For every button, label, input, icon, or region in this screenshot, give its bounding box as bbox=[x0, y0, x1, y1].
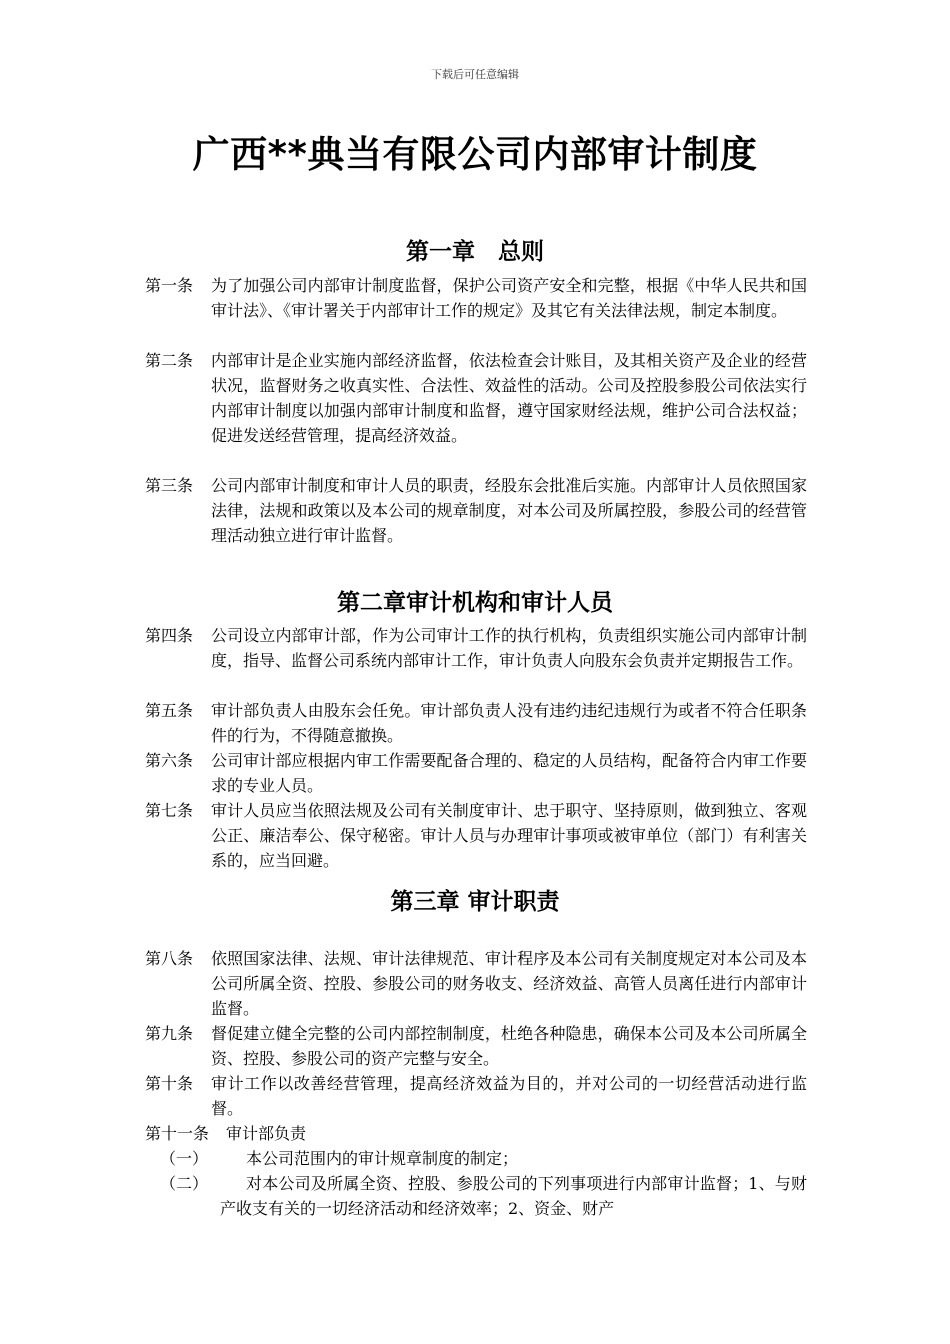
article-7 bbox=[145, 798, 807, 873]
list-item-2 bbox=[160, 1171, 807, 1221]
article-9 bbox=[145, 1021, 807, 1071]
header-note: 下载后可任意编辑 bbox=[431, 68, 519, 81]
article-label: 第三条 bbox=[145, 476, 194, 495]
article-text: 审计部负责 bbox=[226, 1124, 307, 1143]
article-text: 依照国家法律、法规、审计法律规范、审计程序及本公司有关制度规定对本公司及本公司所属全资、控股、参股公司的财务收支、经济效益、高管人员离任进行内部审计监督。 bbox=[211, 949, 807, 1018]
article-label: 第九条 bbox=[145, 1024, 194, 1043]
article-text: 公司审计部应根据内审工作需要配备合理的、稳定的人员结构，配备符合内审工作要求的专业人员。 bbox=[211, 751, 807, 795]
article-3 bbox=[145, 473, 807, 548]
article-label: 第五条 bbox=[145, 701, 194, 720]
article-text: 审计人员应当依照法规及公司有关制度审计、忠于职守、坚持原则，做到独立、客观公正、廉洁奉公、保守秘密。审计人员与办理审计事项或被审单位（部门）有利害关系的，应当回避。 bbox=[211, 801, 807, 870]
article-text: 为了加强公司内部审计制度监督，保护公司资产安全和完整，根据《中华人民共和国审计法》、《审计署关于内部审计工作的规定》及其它有关法律法规，制定本制度。 bbox=[211, 276, 807, 320]
list-item-text: 本公司范围内的审计规章制度的制定； bbox=[246, 1149, 519, 1168]
list-item-1 bbox=[160, 1146, 807, 1171]
article-label: 第四条 bbox=[145, 626, 194, 645]
article-5 bbox=[145, 698, 807, 748]
article-text: 公司内部审计制度和审计人员的职责，经股东会批准后实施。内部审计人员依照国家法律，法规和政策以及本公司的规章制度，对本公司及所属控股，参股公司的经营管理活动独立进行审计监督。 bbox=[211, 476, 807, 545]
article-text: 内部审计是企业实施内部经济监督，依法检查会计账目，及其相关资产及企业的经营状况，监督财务之收真实性、合法性、效益性的活动。公司及控股参股公司依法实行内部审计制度以加强内部审计制度和监督，遵守国家财经法规，维护公司合法权益；促进发送经营管理，提高经济效益。 bbox=[211, 351, 807, 445]
article-label: 第二条 bbox=[145, 351, 194, 370]
article-label: 第六条 bbox=[145, 751, 194, 770]
article-text: 审计部负责人由股东会任免。审计部负责人没有违约违纪违规行为或者不符合任职条件的行为，不得随意撤换。 bbox=[211, 701, 807, 745]
article-2 bbox=[145, 348, 807, 448]
article-text: 公司设立内部审计部，作为公司审计工作的执行机构，负责组织实施公司内部审计制度，指导、监督公司系统内部审计工作，审计负责人向股东会负责并定期报告工作。 bbox=[211, 626, 807, 670]
article-label: 第七条 bbox=[145, 801, 194, 820]
article-label: 第十一条 bbox=[145, 1124, 210, 1143]
article-8 bbox=[145, 946, 807, 1021]
article-1 bbox=[145, 273, 807, 323]
chapter-heading-3: 第三章 审计职责 bbox=[390, 889, 560, 915]
article-text: 督促建立健全完整的公司内部控制制度，杜绝各种隐患，确保本公司及本公司所属全资、控股、参股公司的资产完整与安全。 bbox=[211, 1024, 807, 1068]
article-10 bbox=[145, 1071, 807, 1121]
chapter-heading-2: 第二章审计机构和审计人员 bbox=[337, 590, 613, 616]
article-4 bbox=[145, 623, 807, 673]
list-item-number: （二） bbox=[160, 1174, 209, 1193]
article-text: 审计工作以改善经营管理，提高经济效益为目的，并对公司的一切经营活动进行监督。 bbox=[211, 1074, 807, 1118]
article-11 bbox=[145, 1121, 807, 1146]
list-item-number: （一） bbox=[160, 1149, 209, 1168]
chapter-heading-1: 第一章 总则 bbox=[406, 239, 544, 265]
article-label: 第一条 bbox=[145, 276, 194, 295]
list-item-text: 对本公司及所属全资、控股、参股公司的下列事项进行内部审计监督；1、与财产收支有关的一切经济活动和经济效率；2、资金、财产 bbox=[220, 1174, 807, 1218]
article-label: 第十条 bbox=[145, 1074, 194, 1093]
article-label: 第八条 bbox=[145, 949, 194, 968]
document-title: 广西**典当有限公司内部审计制度 bbox=[192, 133, 758, 176]
article-6 bbox=[145, 748, 807, 798]
